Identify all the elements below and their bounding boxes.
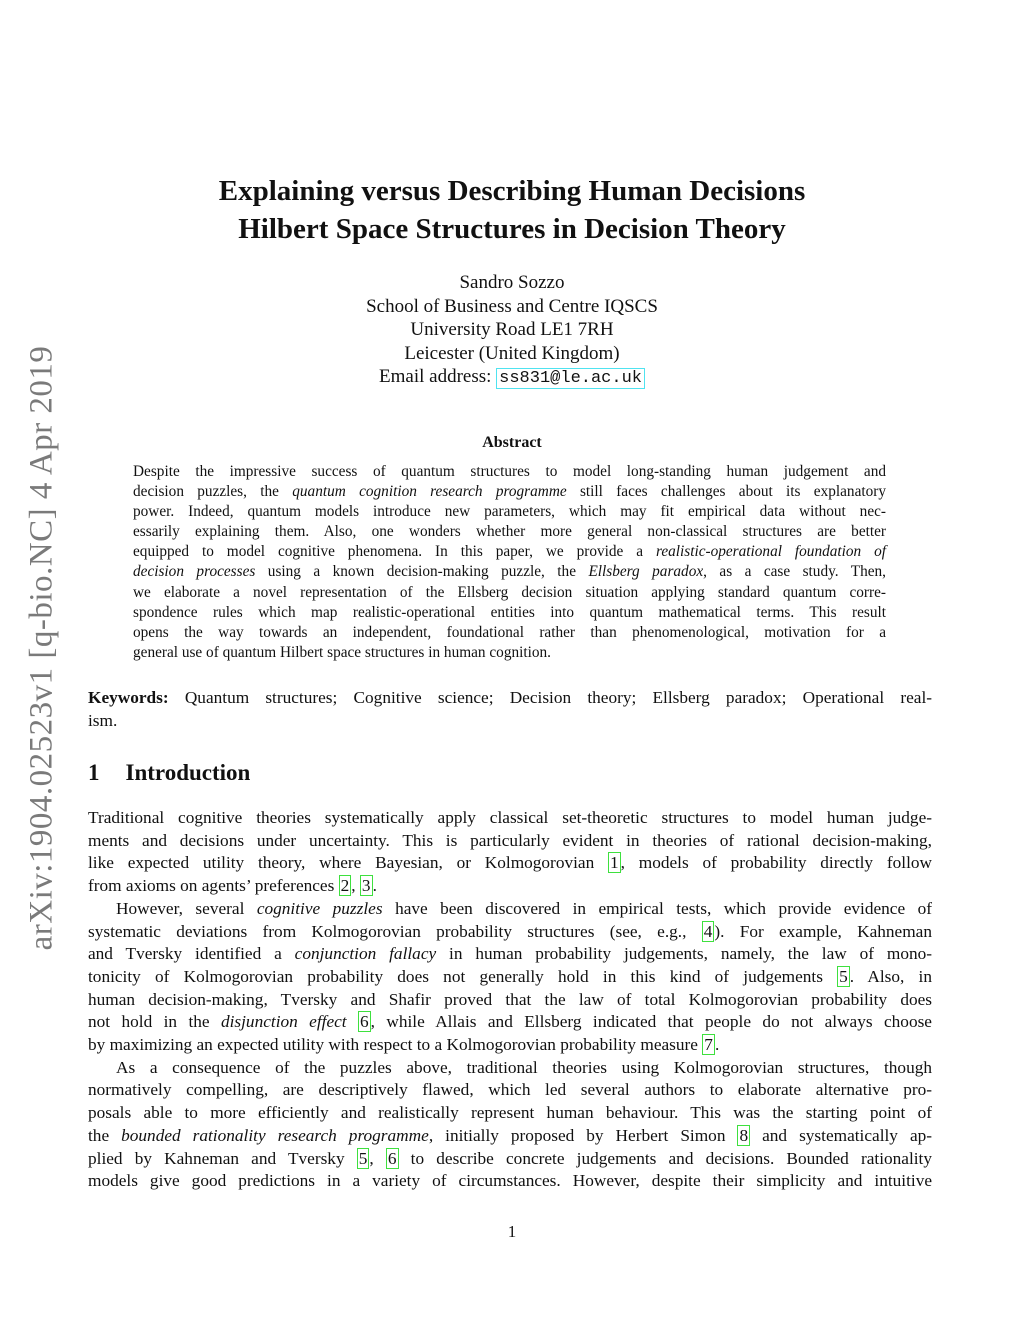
text-line <box>133 482 886 502</box>
text-run: general use of quantum Hilbert space structures in human cognition. <box>133 643 551 661</box>
emphasis-text: Ellsberg paradox <box>588 563 704 581</box>
text-line <box>133 583 886 603</box>
text-line <box>88 989 932 1012</box>
text-run: , as a case study. Then, <box>703 563 887 581</box>
text-line <box>88 966 932 989</box>
text-run: posals able to more efficiently and realistically represent human behaviour. This was the starting point of <box>88 1103 932 1123</box>
email-label: Email address: <box>379 366 497 387</box>
text-run: in human probability judgements, namely, the law of mono- <box>436 944 932 964</box>
text-run: Traditional cognitive theories systematically apply classical set-theoretic structures to model human judge- <box>88 808 932 827</box>
text-run: human decision-making, Tversky and Shafir proved that the law of total Kolmogorovian probability does <box>88 989 932 1009</box>
text-line <box>88 898 932 921</box>
email-link[interactable]: ss831@le.ac.uk <box>496 368 645 389</box>
text-line <box>88 943 932 966</box>
text-run: , initially proposed by Herbert Simon <box>428 1125 738 1145</box>
text-run: equipped to model cognitive phenomena. In this paper, we provide a <box>133 543 656 561</box>
title-line-2: Hilbert Space Structures in Decision Theory <box>238 213 786 245</box>
citation-link[interactable]: 6 <box>387 1148 397 1168</box>
text-line <box>88 710 932 733</box>
bold-label: Keywords: <box>88 688 169 707</box>
text-line <box>88 1148 932 1171</box>
text-line <box>133 522 886 542</box>
author-address: University Road LE1 7RH <box>410 319 614 340</box>
text-line <box>88 1125 932 1148</box>
keywords <box>88 687 932 732</box>
citation-link[interactable]: 8 <box>739 1125 749 1145</box>
text-run: like expected utility theory, where Bayesian, or Kolmogorovian <box>88 853 609 873</box>
text-run: have been discovered in empirical tests, which provide evidence of <box>382 898 932 918</box>
text-line <box>133 562 886 582</box>
text-line <box>88 875 932 898</box>
text-run <box>347 1012 358 1031</box>
paper-title <box>0 172 1024 248</box>
text-run: tonicity of Kolmogorovian probability does not generally hold in this kind of judgements <box>88 966 838 986</box>
text-run: , <box>351 876 360 896</box>
citation-link[interactable]: 3 <box>361 876 371 896</box>
section-title: Introduction <box>125 760 251 785</box>
text-line <box>133 502 886 522</box>
text-line <box>133 542 886 562</box>
text-run: , models of probability directly follow <box>620 853 932 873</box>
section-heading <box>88 760 250 786</box>
text-run: by maximizing an expected utility with respect to a Kolmogorovian probability measure <box>88 1035 703 1055</box>
text-run: we elaborate a novel representation of the Ellsberg decision situation applying standard quantum corre- <box>133 583 886 601</box>
author-block <box>0 271 1024 391</box>
text-run: still faces challenges about its explanatory <box>566 483 887 501</box>
citation-link[interactable]: 5 <box>358 1148 368 1168</box>
text-run: . <box>372 876 377 896</box>
text-run: normatively compelling, are descriptively flawed, which led several authors to elaborate alternative pro- <box>88 1080 932 1100</box>
text-run: ). For example, Kahneman <box>714 921 932 941</box>
abstract-heading: Abstract <box>482 434 542 451</box>
title-line-1: Explaining versus Describing Human Decisions <box>218 175 806 207</box>
abstract <box>133 462 886 663</box>
citation-link[interactable]: 4 <box>703 921 713 941</box>
page-number: 1 <box>507 1222 517 1241</box>
text-run: the <box>88 1125 122 1145</box>
text-line <box>88 1034 932 1057</box>
text-run: essarily explaining them. Also, one wonders whether more general non-classical structures are better <box>133 523 886 541</box>
arxiv-identifier-stamp: arXiv:1904.02523v1 [q-bio.NC] 4 Apr 2019 <box>23 345 60 951</box>
citation-link[interactable]: 1 <box>610 853 619 873</box>
emphasis-text: realistic-operational foundation of <box>655 543 887 561</box>
text-line <box>88 687 932 710</box>
text-run: systematic deviations from Kolmogorovian probability structures (see, e.g., <box>88 921 702 941</box>
text-run: using a known decision-making puzzle, the <box>255 563 589 581</box>
text-run: opens the way towards an independent, foundational rather than phenomenological, motivation for a <box>133 623 886 641</box>
text-line <box>88 1170 932 1193</box>
text-line <box>133 603 886 623</box>
author-name: Sandro Sozzo <box>459 272 565 293</box>
author-email-line <box>0 365 1024 391</box>
text-line <box>88 852 932 875</box>
text-run: , <box>369 1148 386 1168</box>
text-run: models give good predictions in a variety of circumstances. However, despite their simplicity and intuitive <box>88 1171 932 1191</box>
text-run: Quantum structures; Cognitive science; Decision theory; Ellsberg paradox; Operational real- <box>168 688 932 707</box>
emphasis-text: bounded rationality research programme <box>121 1125 429 1145</box>
text-run: However, several <box>116 898 257 918</box>
text-run: ism. <box>88 710 118 730</box>
text-line <box>88 1102 932 1125</box>
text-run: , while Allais and Ellsberg indicated that people do not always choose <box>370 1012 932 1032</box>
emphasis-text: disjunction effect <box>220 1012 347 1032</box>
citation-link[interactable]: 5 <box>839 966 848 986</box>
text-run: As a consequence of the puzzles above, traditional theories using Kolmogorovian structures, though <box>116 1057 932 1077</box>
text-run: ments and decisions under uncertainty. This is particularly evident in theories of rational decision-making, <box>88 830 932 850</box>
text-run: plied by Kahneman and Tversky <box>88 1148 357 1168</box>
text-line <box>88 807 932 830</box>
text-run: spondence rules which map realistic-operational entities into quantum mathematical terms. This result <box>133 603 886 621</box>
text-line <box>133 462 886 482</box>
emphasis-text: conjunction fallacy <box>294 944 437 964</box>
body-text <box>88 807 932 1193</box>
citation-link[interactable]: 7 <box>704 1035 713 1055</box>
emphasis-text: quantum cognition research programme <box>292 483 567 501</box>
text-line <box>88 921 932 944</box>
text-run: to describe concrete judgements and decisions. Bounded rationality <box>398 1148 933 1168</box>
text-run: from axioms on agents’ preferences <box>88 876 339 896</box>
text-run: . Also, in <box>849 966 932 986</box>
text-line <box>88 1011 932 1034</box>
text-run: power. Indeed, quantum models introduce new parameters, which may fit empirical data without nec- <box>133 503 886 521</box>
text-line <box>88 1057 932 1080</box>
author-affiliation: School of Business and Centre IQSCS <box>366 295 658 317</box>
text-run: not hold in the <box>88 1012 221 1032</box>
emphasis-text: cognitive puzzles <box>256 898 383 918</box>
citation-link[interactable]: 2 <box>340 876 350 896</box>
text-run: and systematically ap- <box>750 1125 933 1145</box>
text-line <box>133 643 886 663</box>
text-run: decision puzzles, the <box>133 483 293 501</box>
emphasis-text: decision processes <box>133 563 256 581</box>
text-line <box>88 1079 932 1102</box>
text-run: . <box>714 1035 720 1055</box>
section-number: 1 <box>88 760 100 785</box>
text-line <box>88 830 932 853</box>
text-line <box>133 623 886 643</box>
author-city: Leicester (United Kingdom) <box>404 342 620 364</box>
citation-link[interactable]: 6 <box>360 1012 369 1032</box>
text-run: Despite the impressive success of quantum structures to model long-standing human judgement and <box>133 463 886 480</box>
text-run: and Tversky identified a <box>88 944 295 964</box>
